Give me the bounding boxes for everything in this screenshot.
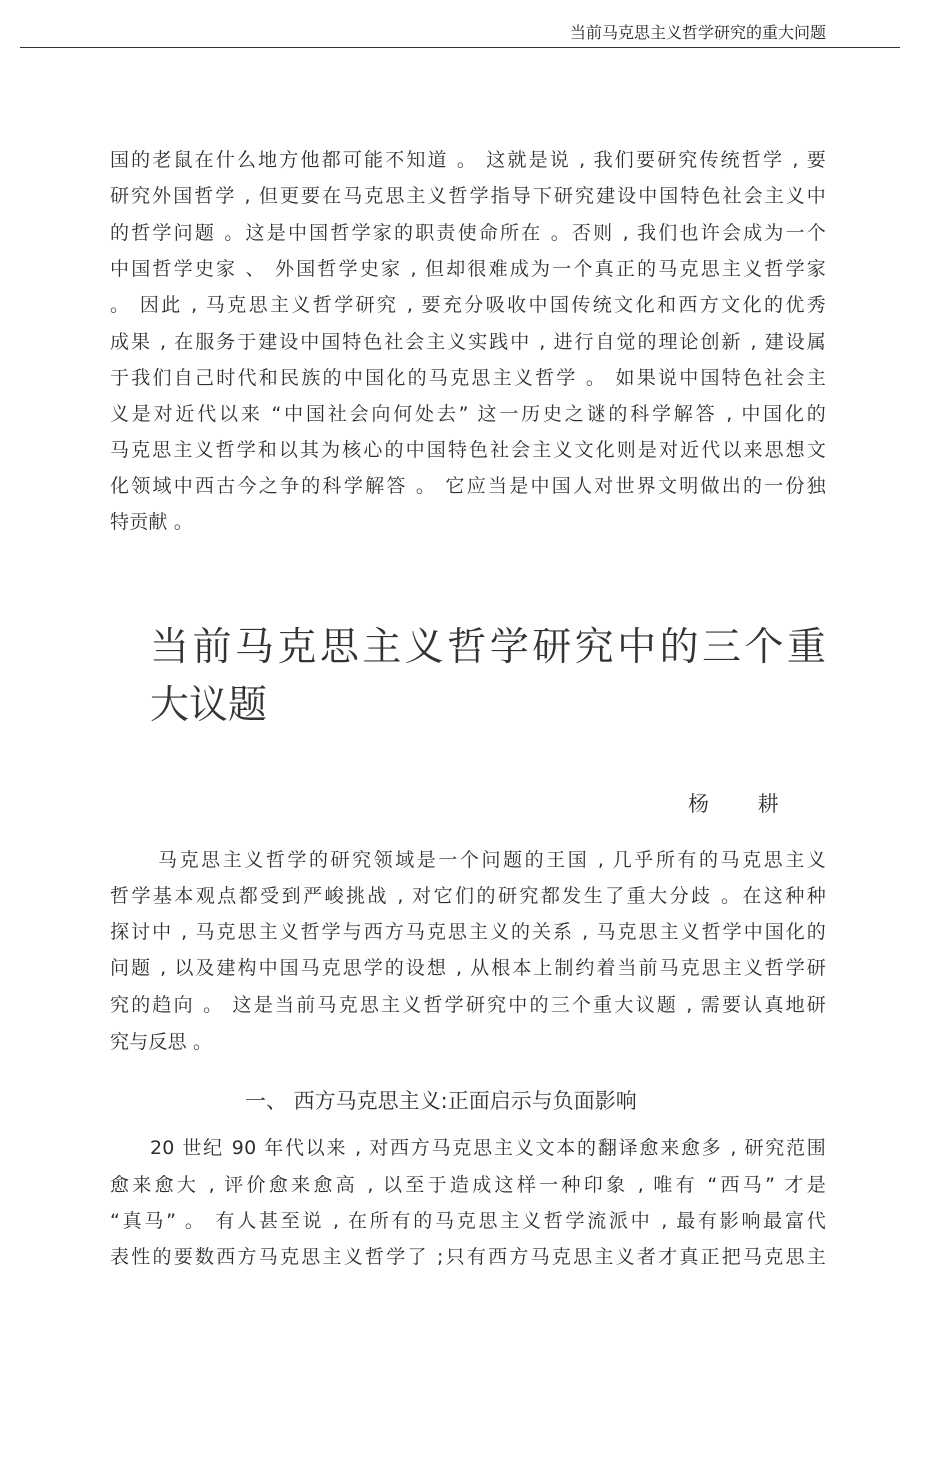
text-line: 。 因此 , 马克思主义哲学研究 , 要充分吸收中国传统文化和西方文化的优秀 <box>110 294 826 316</box>
text-line: 马克思主义哲学的研究领域是一个问题的王国 , 几乎所有的马克思主义 <box>158 849 826 871</box>
header-rule <box>20 47 900 48</box>
article-title <box>150 619 826 735</box>
text-line: 特贡献 。 <box>110 511 194 533</box>
text-line: 义是对近代以来 “中国社会向何处去” 这一历史之谜的科学解答 , 中国化的 <box>110 403 826 425</box>
text-line: 成果 , 在服务于建设中国特色社会主义实践中 , 进行自觉的理论创新 , 建设属 <box>110 331 826 353</box>
running-header: 当前马克思主义哲学研究的重大问题 <box>569 23 826 42</box>
title-line: 当前马克思主义哲学研究中的三个重 <box>150 625 826 670</box>
text-line: 于我们自己时代和民族的中国化的马克思主义哲学 。 如果说中国特色社会主 <box>110 367 826 389</box>
title-line: 大议题 <box>150 683 268 728</box>
text-line: 中国哲学史家 、 外国哲学史家 , 但却很难成为一个真正的马克思主义哲学家 <box>110 258 826 280</box>
text-line: 化领域中西古今之争的科学解答 。 它应当是中国人对世界文明做出的一份独 <box>110 475 826 497</box>
text-line: 20 世纪 90 年代以来 , 对西方马克思主义文本的翻译愈来愈多 , 研究范围 <box>150 1137 826 1159</box>
text-line: 问题 , 以及建构中国马克思学的设想 , 从根本上制约着当前马克思主义哲学研 <box>110 957 826 979</box>
author: 杨 耕 <box>688 792 781 816</box>
text-line: 哲学基本观点都受到严峻挑战 , 对它们的研究都发生了重大分歧 。在这种种 <box>110 885 826 907</box>
text-line: 探讨中 , 马克思主义哲学与西方马克思主义的关系 , 马克思主义哲学中国化的 <box>110 921 826 943</box>
section-heading: 一、 西方马克思主义:正面启示与负面影响 <box>245 1089 637 1113</box>
text-line: 的哲学问题 。这是中国哲学家的职责使命所在 。否则 , 我们也许会成为一个 <box>110 222 826 244</box>
text-line: “真马” 。 有人甚至说 , 在所有的马克思主义哲学流派中 , 最有影响最富代 <box>110 1210 826 1232</box>
text-line: 究与反思 。 <box>110 1031 213 1053</box>
text-line: 究的趋向 。 这是当前马克思主义哲学研究中的三个重大议题 , 需要认真地研 <box>110 994 826 1016</box>
text-line: 愈来愈大 , 评价愈来愈高 , 以至于造成这样一种印象 , 唯有 “西马” 才是 <box>110 1174 826 1196</box>
text-line: 研究外国哲学 , 但更要在马克思主义哲学指导下研究建设中国特色社会主义中 <box>110 185 826 207</box>
text-line: 表性的要数西方马克思主义哲学了 ;只有西方马克思主义者才真正把马克思主 <box>110 1246 826 1268</box>
text-line: 马克思主义哲学和以其为核心的中国特色社会主义文化则是对近代以来思想文 <box>110 439 826 461</box>
text-line: 国的老鼠在什么地方他都可能不知道 。 这就是说 , 我们要研究传统哲学 , 要 <box>110 149 826 171</box>
